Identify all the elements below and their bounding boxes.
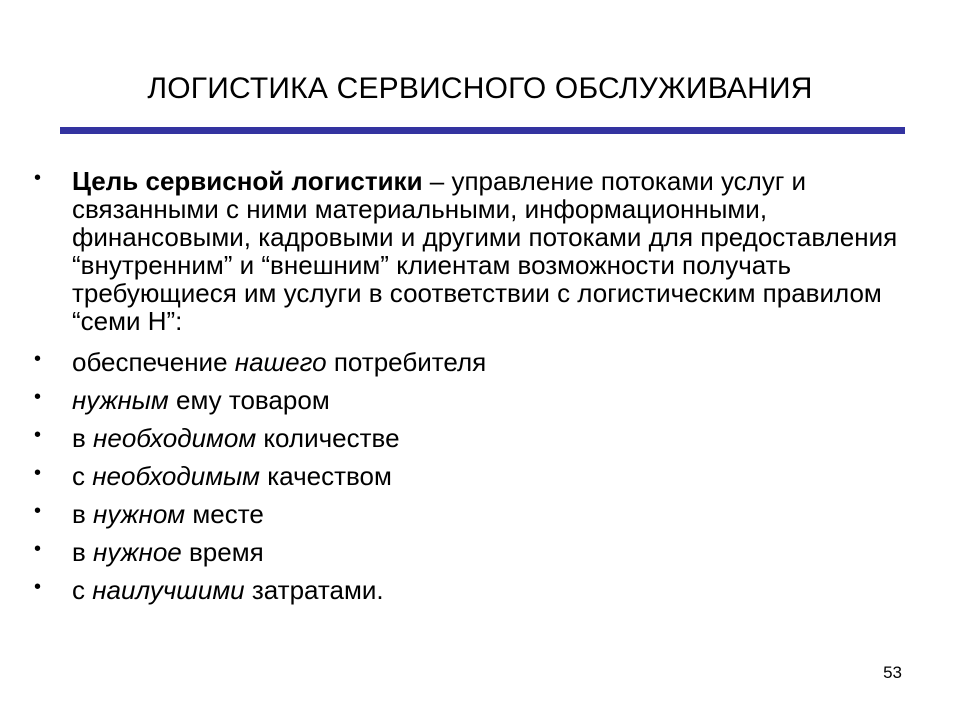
bullet-icon: •	[34, 386, 42, 408]
bullet-icon: •	[34, 348, 42, 370]
page-number: 53	[883, 663, 902, 682]
item-text: количестве	[256, 423, 400, 453]
bullet-item-quality	[30, 462, 920, 490]
item-text: время	[181, 537, 264, 567]
bullet-icon: •	[34, 462, 42, 484]
bullet-list	[30, 167, 920, 614]
item-text: потребителя	[326, 347, 487, 377]
bullet-item-quantity	[30, 424, 920, 452]
item-text: в	[72, 537, 94, 567]
bullet-item-place	[30, 500, 920, 528]
bullet-icon: •	[34, 167, 42, 189]
bullet-icon: •	[34, 576, 42, 598]
bullet-item-product	[30, 386, 920, 414]
item-emphasis: нужным	[72, 385, 169, 415]
bullet-item-consumer	[30, 348, 920, 376]
item-text: месте	[185, 499, 264, 529]
bullet-item-goal	[30, 167, 920, 335]
item-emphasis: нашего	[234, 347, 327, 377]
item-emphasis: наилучшими	[92, 575, 245, 605]
item-emphasis: необходимым	[92, 461, 261, 491]
item-text: в	[72, 423, 94, 453]
bullet-item-time	[30, 538, 920, 566]
item-text: ему товаром	[168, 385, 330, 415]
item-text: с	[72, 461, 93, 491]
item-text: в	[72, 499, 94, 529]
bullet-icon: •	[34, 424, 42, 446]
item-text: обеспечение	[72, 347, 235, 377]
item-text: качеством	[260, 461, 392, 491]
title-underline	[60, 127, 905, 134]
item-emphasis: необходимом	[93, 423, 257, 453]
item-text: затратами.	[244, 575, 384, 605]
item-text: с	[72, 575, 93, 605]
bullet-icon: •	[34, 538, 42, 560]
item-emphasis: нужное	[93, 537, 182, 567]
slide-title: ЛОГИСТИКА СЕРВИСНОГО ОБСЛУЖИВАНИЯ	[147, 72, 813, 105]
item-emphasis: нужном	[93, 499, 186, 529]
bullet-icon: •	[34, 500, 42, 522]
goal-definition: – управление потоками услуг и связанными с ними материальными, информационными, финансовыми, кадровыми и другими потоками для предоставления “внутренним” и “внешним” клиентам возможности получать требующиеся им услуги в соответствии с логистическим правилом “семи Н”:	[72, 166, 898, 336]
bullet-item-cost	[30, 576, 920, 604]
goal-term: Цель сервисной логистики	[72, 166, 423, 196]
